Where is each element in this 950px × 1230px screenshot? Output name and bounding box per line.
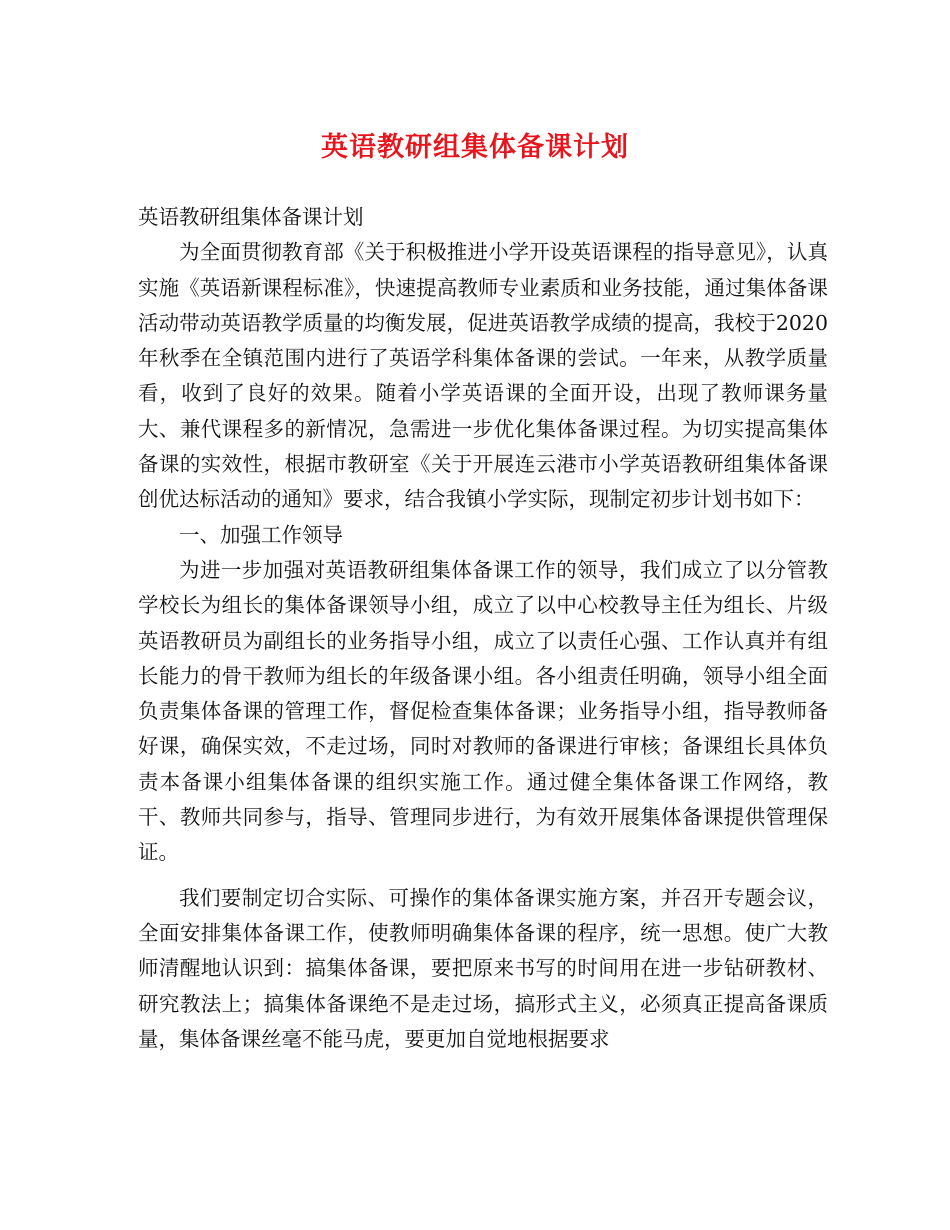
document-title: 英语教研组集体备课计划 bbox=[321, 132, 629, 163]
paragraph-leadership: 为进一步加强对英语教研组集体备课工作的领导，我们成立了以分管教学校长为组长的集体备课领导小组，成立了以中心校教导主任为组长、片级英语教研员为副组长的业务指导小组，成立了以责任心强、工作认真并有组长能力的骨干教师为组长的年级备课小组。各小组责任明确，领导小组全面负责集体备课的管理工作，督促检查集体备课；业务指导小组，指导教师备好课，确保实效，不走过场，同时对教师的备课进行审核；备课组长具体负责本备课小组集体备课的组织实施工作。通过健全集体备课工作网络，教干、教师共同参与，指导、管理同步进行，为有效开展集体备课提供管理保证。 bbox=[138, 557, 828, 865]
paragraph-plan: 我们要制定切合实际、可操作的集体备课实施方案，并召开专题会议，全面安排集体备课工作，使教师明确集体备课的程序，统一思想。使广大教师清醒地认识到：搞集体备课，要把原来书写的时间用在进一步钻研教材、研究教法上；搞集体备课绝不是走过场，搞形式主义，必须真正提高备课质量，集体备课丝毫不能马虎，要更加自觉地根据要求 bbox=[138, 885, 828, 1051]
section-heading-1: 一、加强工作领导 bbox=[179, 522, 343, 547]
document-subtitle: 英语教研组集体备课计划 bbox=[138, 205, 364, 229]
paragraph-intro: 为全面贯彻教育部《关于积极推进小学开设英语课程的指导意见》，认真实施《英语新课程标准》，快速提高教师专业素质和业务技能，通过集体备课活动带动英语教学质量的均衡发展，促进英语教学成绩的提高，我校于2020年秋季在全镇范围内进行了英语学科集体备课的尝试。一年来，从教学质量看，收到了良好的效果。随着小学英语课的全面开设，出现了教师课务量大、兼代课程多的新情况，急需进一步优化集体备课过程。为切实提高集体备课的实效性，根据市教研室《关于开展连云港市小学英语教研组集体备课创优达标活动的通知》要求，结合我镇小学实际，现制定初步计划书如下： bbox=[138, 240, 828, 512]
document-body bbox=[138, 200, 828, 1057]
